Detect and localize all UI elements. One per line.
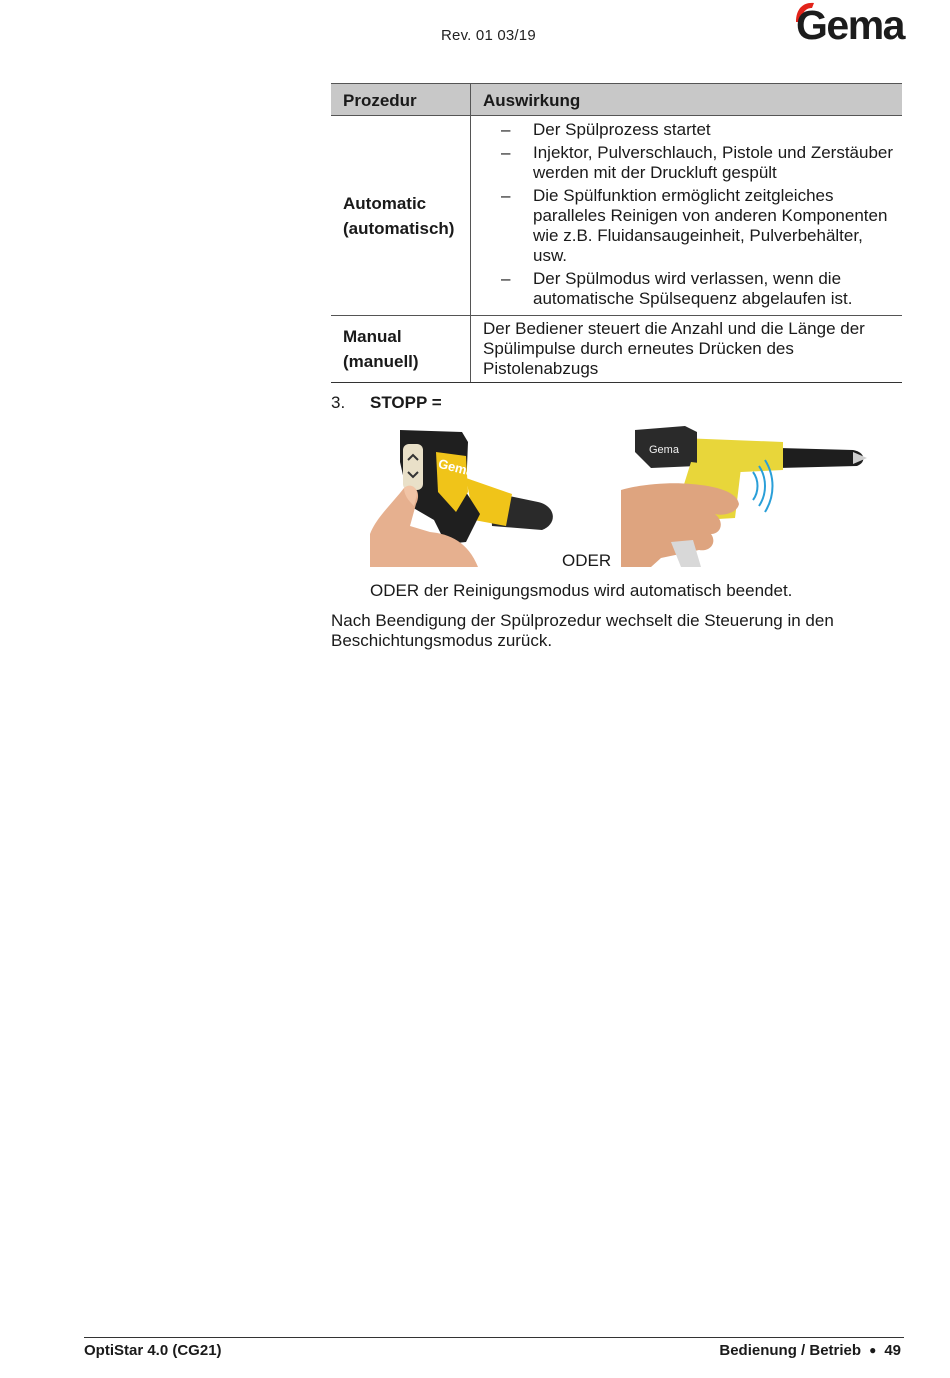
- gema-logo: [790, 0, 906, 48]
- list-item: [471, 120, 896, 140]
- procedure-name-translation: (automatisch): [343, 218, 455, 238]
- footer-section: [719, 1342, 901, 1359]
- effect-cell: [471, 316, 903, 383]
- logo-wordmark: Gema: [796, 2, 904, 48]
- column-header-effect: Auswirkung: [471, 84, 903, 116]
- procedure-name-translation: (manuell): [343, 352, 419, 371]
- effect-list: [471, 116, 902, 315]
- final-paragraph: Nach Beendigung der Spülprozedur wechselt die Steuerung in den Beschichtungsmodus zurück.: [331, 611, 834, 650]
- procedure-name: Manual: [343, 327, 402, 346]
- list-item: [471, 186, 896, 266]
- footer-section-name: Bedienung / Betrieb: [719, 1342, 862, 1359]
- dash-marker: –: [501, 186, 511, 205]
- column-header-procedure: Prozedur: [331, 84, 471, 116]
- procedure-cell: [331, 116, 471, 316]
- gun-buttons-image: [370, 422, 556, 567]
- table-header-row: [331, 84, 902, 116]
- list-item: [471, 143, 896, 183]
- dash-marker: –: [501, 143, 511, 162]
- effect-text: Injektor, Pulverschlauch, Pistole und Zerstäuber werden mit der Druckluft gespült: [533, 143, 894, 182]
- effect-cell: [471, 116, 903, 316]
- revision-label: Rev. 01 03/19: [441, 27, 536, 44]
- step-title: STOPP =: [370, 393, 442, 412]
- gun1-logo-text: Gema: [436, 455, 476, 480]
- manual-description: Der Bediener steuert die Anzahl und die Länge der Spülimpulse durch erneutes Drücken des Pistolenabzugs: [483, 319, 865, 378]
- procedure-cell: [331, 316, 471, 383]
- table-row: [331, 316, 902, 383]
- dash-marker: –: [501, 120, 511, 139]
- procedure-name: Automatic: [343, 193, 427, 213]
- gun-trigger-image: [621, 422, 870, 567]
- step-number: 3.: [331, 393, 346, 412]
- effect-text: Der Spülprozess startet: [533, 120, 711, 139]
- oder-label: ODER: [562, 551, 612, 570]
- page-number: 49: [884, 1342, 901, 1359]
- gun-buttons-illustration: [370, 422, 556, 567]
- dash-marker: –: [501, 269, 511, 288]
- oder-sentence: ODER der Reinigungsmodus wird automatisch beendet.: [370, 581, 793, 600]
- procedure-table: [331, 83, 902, 383]
- effect-text: Der Spülmodus wird verlassen, wenn die automatische Spülsequenz abgelaufen ist.: [533, 269, 853, 308]
- bullet-icon: ●: [869, 1343, 877, 1357]
- table-row: [331, 116, 902, 316]
- footer-product-name: OptiStar 4.0 (CG21): [84, 1342, 222, 1359]
- footer-divider: [84, 1337, 904, 1338]
- effect-text: Die Spülfunktion ermöglicht zeitgleiches paralleles Reinigen von anderen Komponenten wie z.B. Fluidansaugeinheit, Pulverbehälter, usw.: [533, 186, 888, 265]
- gun2-logo-text: Gema: [649, 444, 679, 456]
- list-item: [471, 269, 896, 309]
